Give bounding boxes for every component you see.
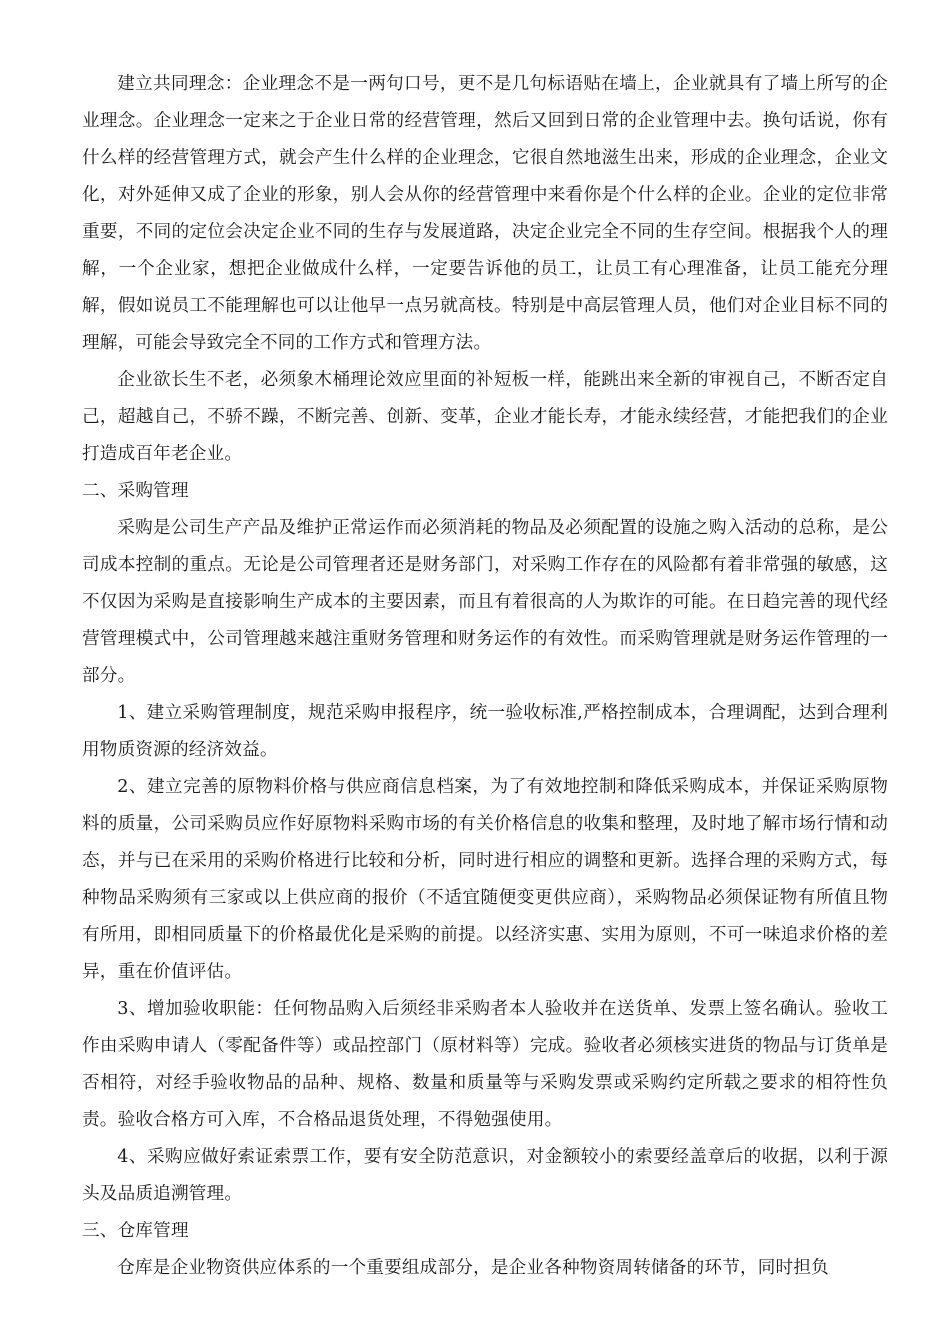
document-page (82, 66, 888, 1287)
paragraph-procurement-item-3: 3、增加验收职能：任何物品购入后须经非采购者本人验收并在送货单、发票上签名确认。验收工作由采购申请人（零配备件等）或品控部门（原材料等）完成。验收者必须核实进货的物品与订货单是否相符，对经手验收物品的品种、规格、数量和质量等与采购发票或采购约定所载之要求的相符性负责。验收合格方可入库，不合格品退货处理，不得勉强使用。 (82, 999, 888, 1130)
paragraph-procurement-intro: 采购是公司生产产品及维护正常运作而必须消耗的物品及必须配置的设施之购入活动的总称，是公司成本控制的重点。无论是公司管理者还是财务部门，对采购工作存在的风险都有着非常强的敏感，这不仅因为采购是直接影响生产成本的主要因素，而且有着很高的人为欺诈的可能。在日趋完善的现代经营管理模式中，公司管理越来越注重财务管理和财务运作的有效性。而采购管理就是财务运作管理的一部分。 (82, 518, 888, 686)
section-heading-warehouse: 三、仓库管理 (82, 1221, 189, 1241)
paragraph-procurement-item-2: 2、建立完善的原物料价格与供应商信息档案，为了有效地控制和降低采购成本，并保证采购原物料的质量，公司采购员应作好原物料采购市场的有关价格信息的收集和整理，及时地了解市场行情和动态，并与已在采用的采购价格进行比较和分析，同时进行相应的调整和更新。选择合理的采购方式，每种物品采购须有三家或以上供应商的报价（不适宜随便变更供应商），采购物品必须保证物有所值且物有所用，即相同质量下的价格最优化是采购的前提。以经济实惠、实用为原则，不可一味追求价格的差异，重在价值评估。 (82, 777, 888, 982)
paragraph-procurement-item-4: 4、采购应做好索证索票工作，要有安全防范意识，对金额较小的索要经盖章后的收据，以利于源头及品质追溯管理。 (82, 1147, 888, 1204)
paragraph-procurement-item-1: 1、建立采购管理制度，规范采购申报程序，统一验收标准,严格控制成本，合理调配，达到合理利用物质资源的经济效益。 (82, 703, 888, 760)
paragraph-shared-philosophy: 建立共同理念：企业理念不是一两句口号，更不是几句标语贴在墙上，企业就具有了墙上所写的企业理念。企业理念一定来之于企业日常的经营管理，然后又回到日常的企业管理中去。换句话说，你有什么样的经营管理方式，就会产生什么样的企业理念，它很自然地滋生出来，形成的企业理念，企业文化，对外延伸又成了企业的形象，别人会从你的经营管理中来看你是个什么样的企业。企业的定位非常重要，不同的定位会决定企业不同的生存与发展道路，决定企业完全不同的生存空间。根据我个人的理解，一个企业家，想把企业做成什么样，一定要告诉他的员工，让员工有心理准备，让员工能充分理解，假如说员工不能理解也可以让他早一点另就高枝。特别是中高层管理人员，他们对企业目标不同的理解，可能会导致完全不同的工作方式和管理方法。 (82, 74, 888, 353)
paragraph-warehouse-intro: 仓库是企业物资供应体系的一个重要组成部分，是企业各种物资周转储备的环节，同时担负 (117, 1258, 829, 1278)
paragraph-enterprise-longevity: 企业欲长生不老，必须象木桶理论效应里面的补短板一样，能跳出来全新的审视自己，不断否定自己，超越自己，不骄不躁，不断完善、创新、变革，企业才能长寿，才能永续经营，才能把我们的企业打造成百年老企业。 (82, 370, 888, 464)
section-heading-procurement: 二、采购管理 (82, 481, 189, 501)
